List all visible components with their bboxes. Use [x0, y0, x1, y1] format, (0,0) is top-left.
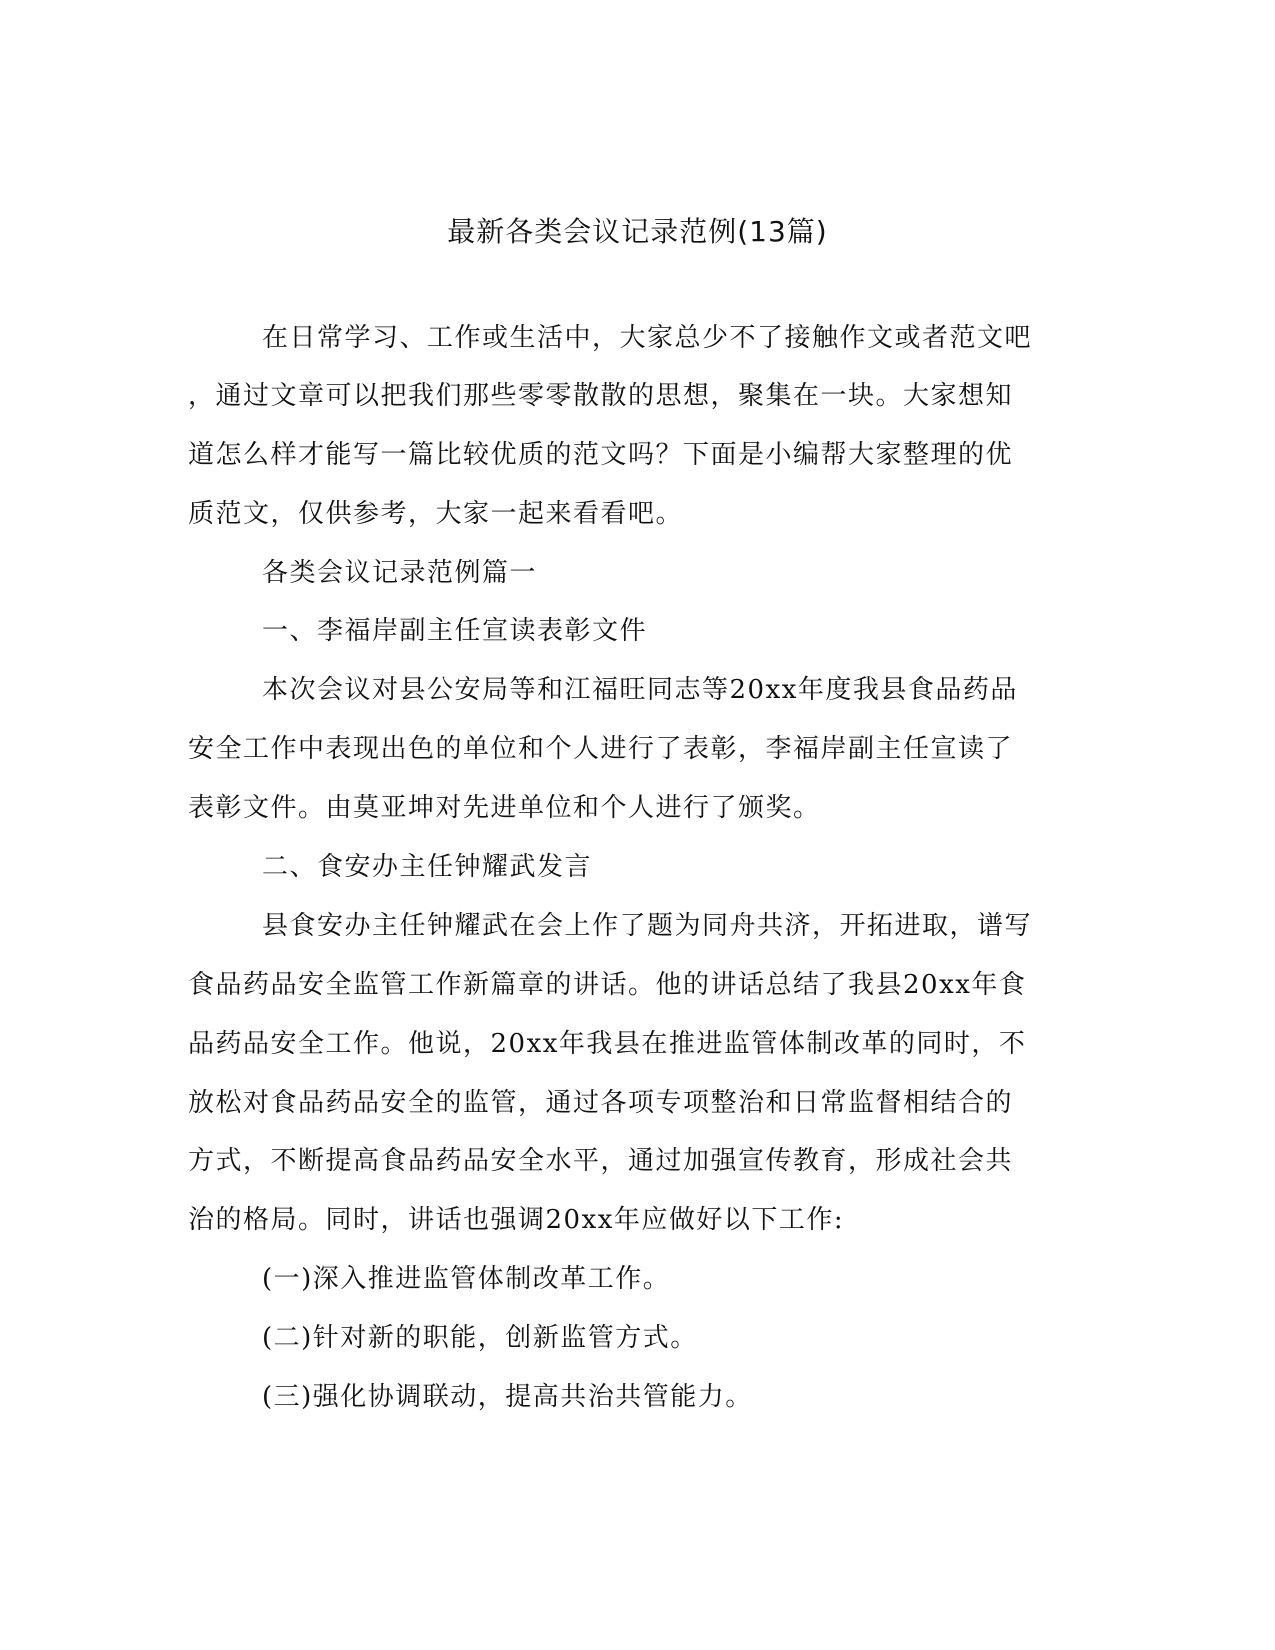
paragraph-line: 安全工作中表现出色的单位和个人进行了表彰，李福岸副主任宣读了 [188, 734, 1014, 764]
paragraph-line: 县食安办主任钟耀武在会上作了题为同舟共济，开拓进取，谱写 [262, 911, 1033, 941]
paragraph-line: 食品药品安全监管工作新篇章的讲话。他的讲话总结了我县20xx年食 [188, 970, 1027, 1000]
paragraph-line: 表彰文件。由莫亚坤对先进单位和个人进行了颁奖。 [188, 793, 821, 823]
subsection-heading: 二、食安办主任钟耀武发言 [262, 852, 593, 882]
list-item: (三)强化协调联动，提高共治共管能力。 [262, 1382, 753, 1412]
document-title: 最新各类会议记录范例(13篇) [447, 215, 828, 248]
paragraph-line: 放松对食品药品安全的监管，通过各项专项整治和日常监督相结合的 [188, 1088, 1014, 1118]
paragraph-line: 在日常学习、工作或生活中，大家总少不了接触作文或者范文吧 [262, 323, 1033, 353]
paragraph-line: 品药品安全工作。他说，20xx年我县在推进监管体制改革的同时，不 [188, 1029, 1027, 1059]
paragraph-line: 质范文，仅供参考，大家一起来看看吧。 [188, 499, 684, 529]
paragraph-line: 治的格局。同时，讲话也强调20xx年应做好以下工作: [188, 1205, 845, 1235]
section-heading: 各类会议记录范例篇一 [262, 558, 538, 588]
paragraph-line: ，通过文章可以把我们那些零零散散的思想，聚集在一块。大家想知 [188, 381, 1014, 411]
paragraph-line: 道怎么样才能写一篇比较优质的范文吗？下面是小编帮大家整理的优 [188, 440, 1014, 470]
list-item: (二)针对新的职能，创新监管方式。 [262, 1323, 698, 1353]
subsection-heading: 一、李福岸副主任宣读表彰文件 [262, 616, 648, 646]
paragraph-line: 方式，不断提高食品药品安全水平，通过加强宣传教育，形成社会共 [188, 1146, 1014, 1176]
list-item: (一)深入推进监管体制改革工作。 [262, 1264, 671, 1294]
paragraph-line: 本次会议对县公安局等和江福旺同志等20xx年度我县食品药品 [262, 675, 1018, 705]
